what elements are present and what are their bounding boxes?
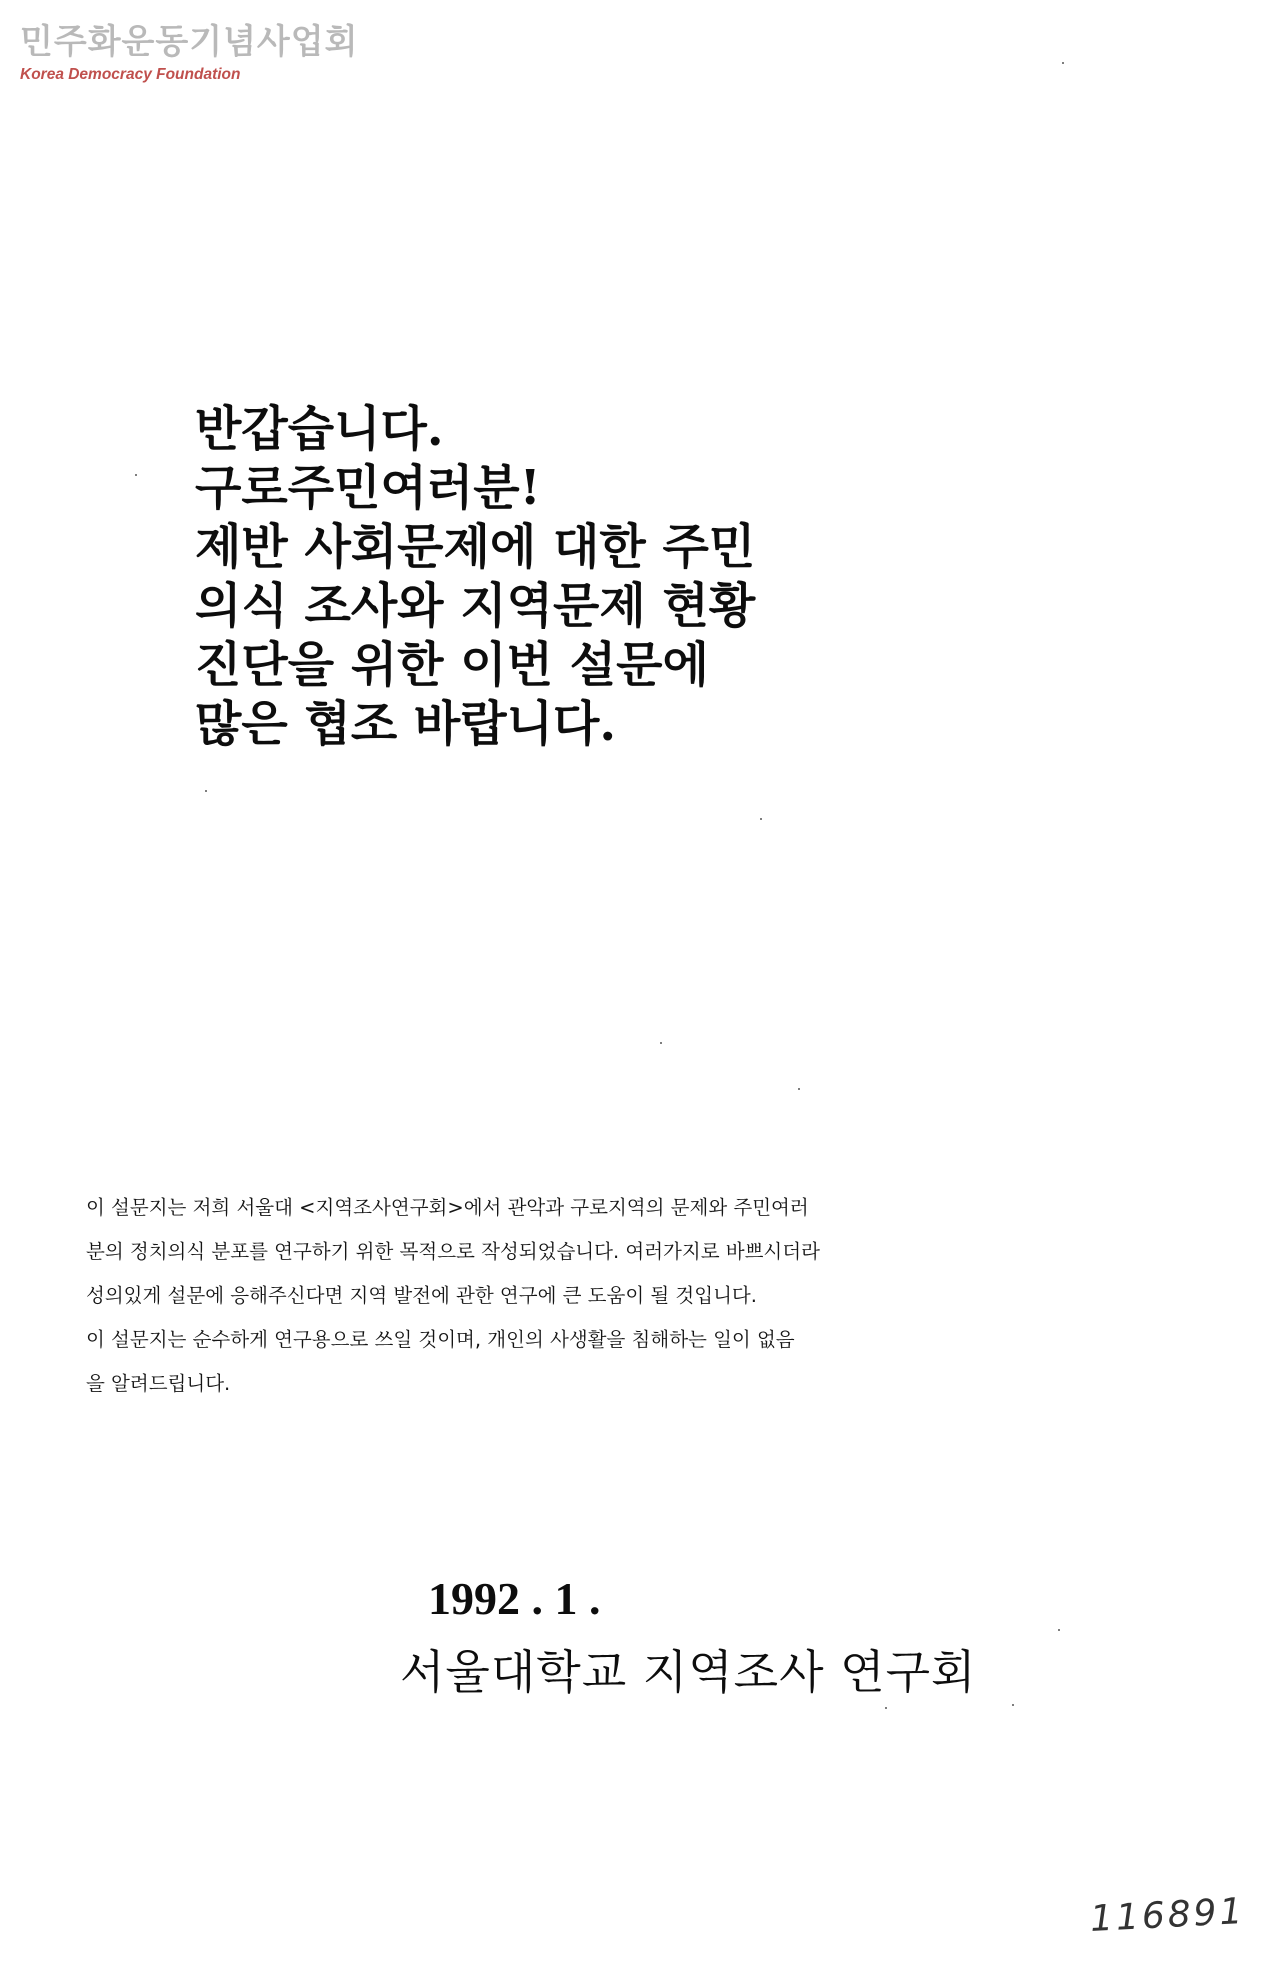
watermark-logo [20, 22, 359, 84]
greeting-line: 많은 협조 바랍니다. [195, 696, 617, 752]
document-date: 1992 . 1 . [428, 1573, 601, 1624]
scan-speck [798, 1088, 800, 1090]
scan-speck [205, 790, 207, 792]
greeting-block [195, 400, 915, 754]
intro-line: 이 설문지는 순수하게 연구용으로 쓰일 것이며, 개인의 사생활을 침해하는 일이 없음 [86, 1328, 795, 1351]
intro-line: 을 알려드립니다. [86, 1372, 231, 1395]
organization-name: 서울대학교 지역조사 연구회 [400, 1645, 977, 1699]
intro-line: 성의있게 설문에 응해주신다면 지역 발전에 관한 연구에 큰 도움이 될 것입니다. [86, 1284, 757, 1307]
greeting-line: 진단을 위한 이번 설문에 [195, 637, 709, 693]
intro-paragraph [86, 1186, 1066, 1406]
scan-speck [135, 474, 137, 476]
scan-speck [1062, 62, 1064, 64]
greeting-line: 반갑습니다. [195, 401, 444, 457]
greeting-line: 구로주민여러분! [195, 460, 541, 516]
scan-speck [1058, 1629, 1060, 1631]
scan-speck [885, 1707, 887, 1709]
watermark-english-text: Korea Democracy Foundation [20, 66, 241, 83]
greeting-line: 의식 조사와 지역문제 현황 [195, 578, 756, 634]
scan-speck [1012, 1704, 1014, 1706]
scan-speck [760, 818, 762, 820]
intro-line: 이 설문지는 저희 서울대 <지역조사연구회>에서 관악과 구로지역의 문제와 주민여러 [86, 1196, 809, 1219]
scan-speck [660, 1042, 662, 1044]
greeting-line: 제반 사회문제에 대한 주민 [195, 519, 756, 575]
watermark-korean-text: 민주화운동기념사업회 [20, 22, 359, 62]
handwritten-archive-number: 116891 [1089, 1890, 1247, 1941]
intro-line: 분의 정치의식 분포를 연구하기 위한 목적으로 작성되었습니다. 여러가지로 바쁘시더라 [86, 1240, 820, 1263]
